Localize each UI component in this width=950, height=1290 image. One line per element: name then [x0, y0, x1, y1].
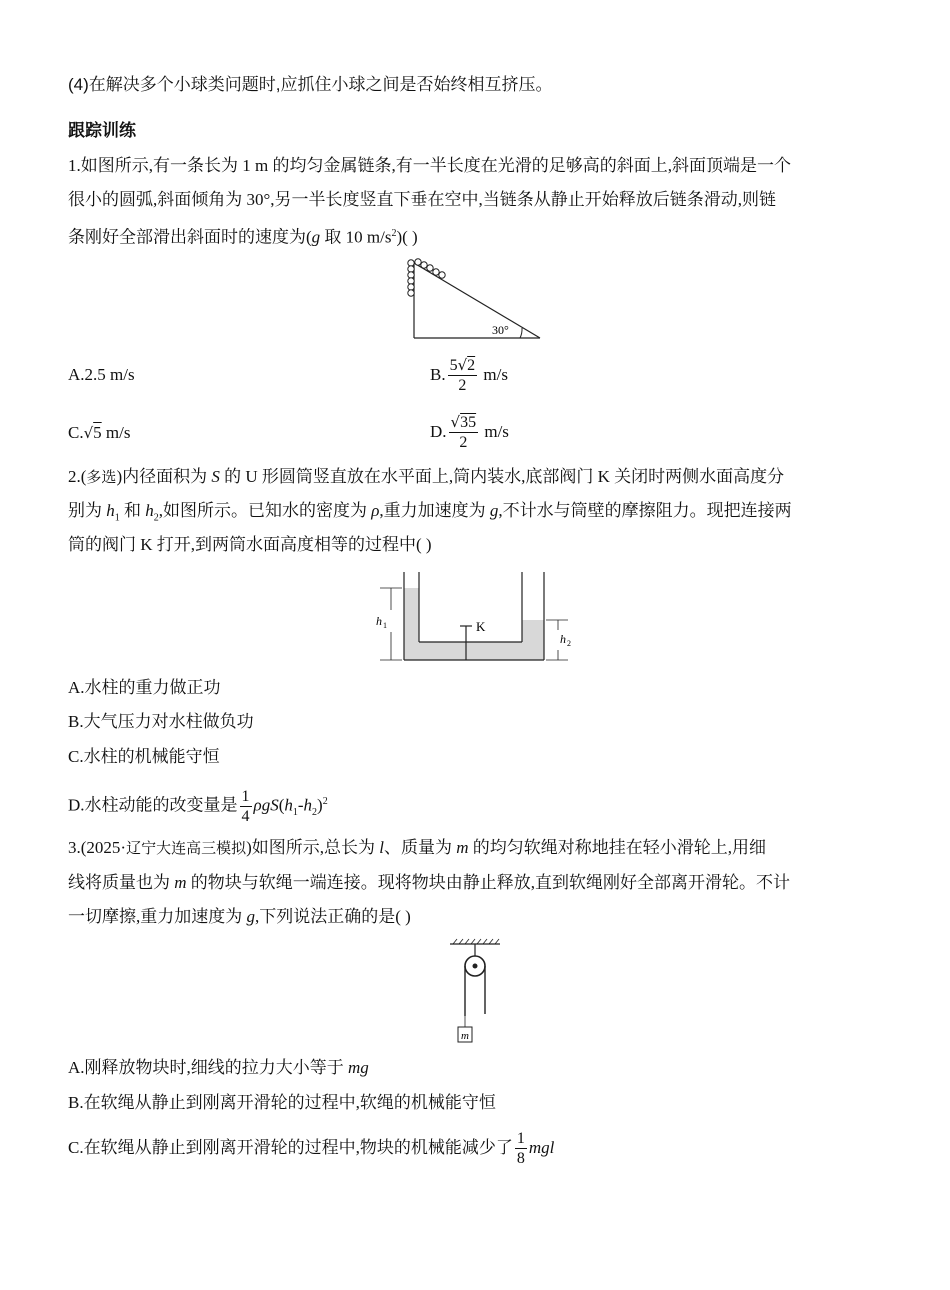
- q2-h1-sub: 1: [383, 621, 387, 630]
- q2-h2-sub: 2: [567, 639, 571, 648]
- q2-h1-label: h: [376, 614, 382, 628]
- q2-line-1: 2.(多选)内径面积为 S 的 U 形圆筒竖直放在水平面上,筒内装水,底部阀门 K 关闭时两侧水面高度分: [68, 467, 785, 486]
- q1-option-b: B. $\frac{5√2}{2}$ m/s: [430, 356, 508, 395]
- q2-line-3: 筒的阀门 K 打开,到两筒水面高度相等的过程中( ): [68, 535, 432, 554]
- q3-option-c: C.在软绳从静止到刚离开滑轮的过程中,物块的机械能减少了 $\frac{1}{8}$ mgl: [68, 1130, 555, 1168]
- q2-option-b: B.大气压力对水柱做负功: [68, 712, 254, 731]
- q3-pulley-figure: [445, 936, 505, 1048]
- q3-option-a: A.刚释放物块时,细线的拉力大小等于 mg: [68, 1058, 369, 1077]
- q1-angle-label: 30°: [492, 323, 509, 337]
- q3-line-1: 3.(2025·辽宁大连高三模拟)如图所示,总长为 l、质量为 m 的均匀软绳对称地挂在轻小滑轮上,用细: [68, 838, 767, 857]
- q3-block-label: m: [461, 1030, 469, 1042]
- q2-valve-label: K: [476, 619, 486, 634]
- q2-option-d: D.水柱动能的改变量是 $\frac{1}{4}$ $\rho gS(h_1-h_2)^2$: [68, 787, 328, 825]
- q1-option-c: C.√5 m/s: [68, 423, 131, 442]
- q1-option-d: D. $\frac{√35}{2}$ m/s: [430, 413, 509, 452]
- q3-line-3: 一切摩擦,重力加速度为 g,下列说法正确的是( ): [68, 907, 411, 926]
- q2-option-c: C.水柱的机械能守恒: [68, 747, 220, 766]
- q1-option-a: A.2.5 m/s: [68, 365, 135, 384]
- q2-u-tube-figure: [370, 570, 580, 668]
- q3-option-b: B.在软绳从静止到刚离开滑轮的过程中,软绳的机械能守恒: [68, 1093, 496, 1112]
- intro-text: (4)在解决多个小球类问题时,应抓住小球之间是否始终相互挤压。: [68, 75, 553, 94]
- q1-line-1: 1.如图所示,有一条长为 1 m 的均匀金属链条,有一半长度在光滑的足够高的斜面上,斜面顶端是一个: [68, 156, 791, 175]
- q2-line-2: 别为 $h_1$ 和 $h_2$,如图所示。已知水的密度为 ρ,重力加速度为 g,不计水与筒壁的摩擦阻力。现把连接两: [68, 501, 792, 524]
- q1-line-3: 条刚好全部滑出斜面时的速度为(g 取 10 $m/s^2$)( ): [68, 227, 418, 247]
- q1-line-2: 很小的圆弧,斜面倾角为 30°,另一半长度竖直下垂在空中,当链条从静止开始释放后链条滑动,则链: [68, 190, 777, 209]
- q2-option-a: A.水柱的重力做正功: [68, 678, 221, 697]
- q2-h2-label: h: [560, 632, 566, 646]
- q1-incline-chain-figure: [400, 255, 550, 345]
- section-title: 跟踪训练: [68, 121, 136, 140]
- q3-line-2: 线将质量也为 m 的物块与软绳一端连接。现将物块由静止释放,直到软绳刚好全部离开滑轮。不计: [68, 873, 791, 892]
